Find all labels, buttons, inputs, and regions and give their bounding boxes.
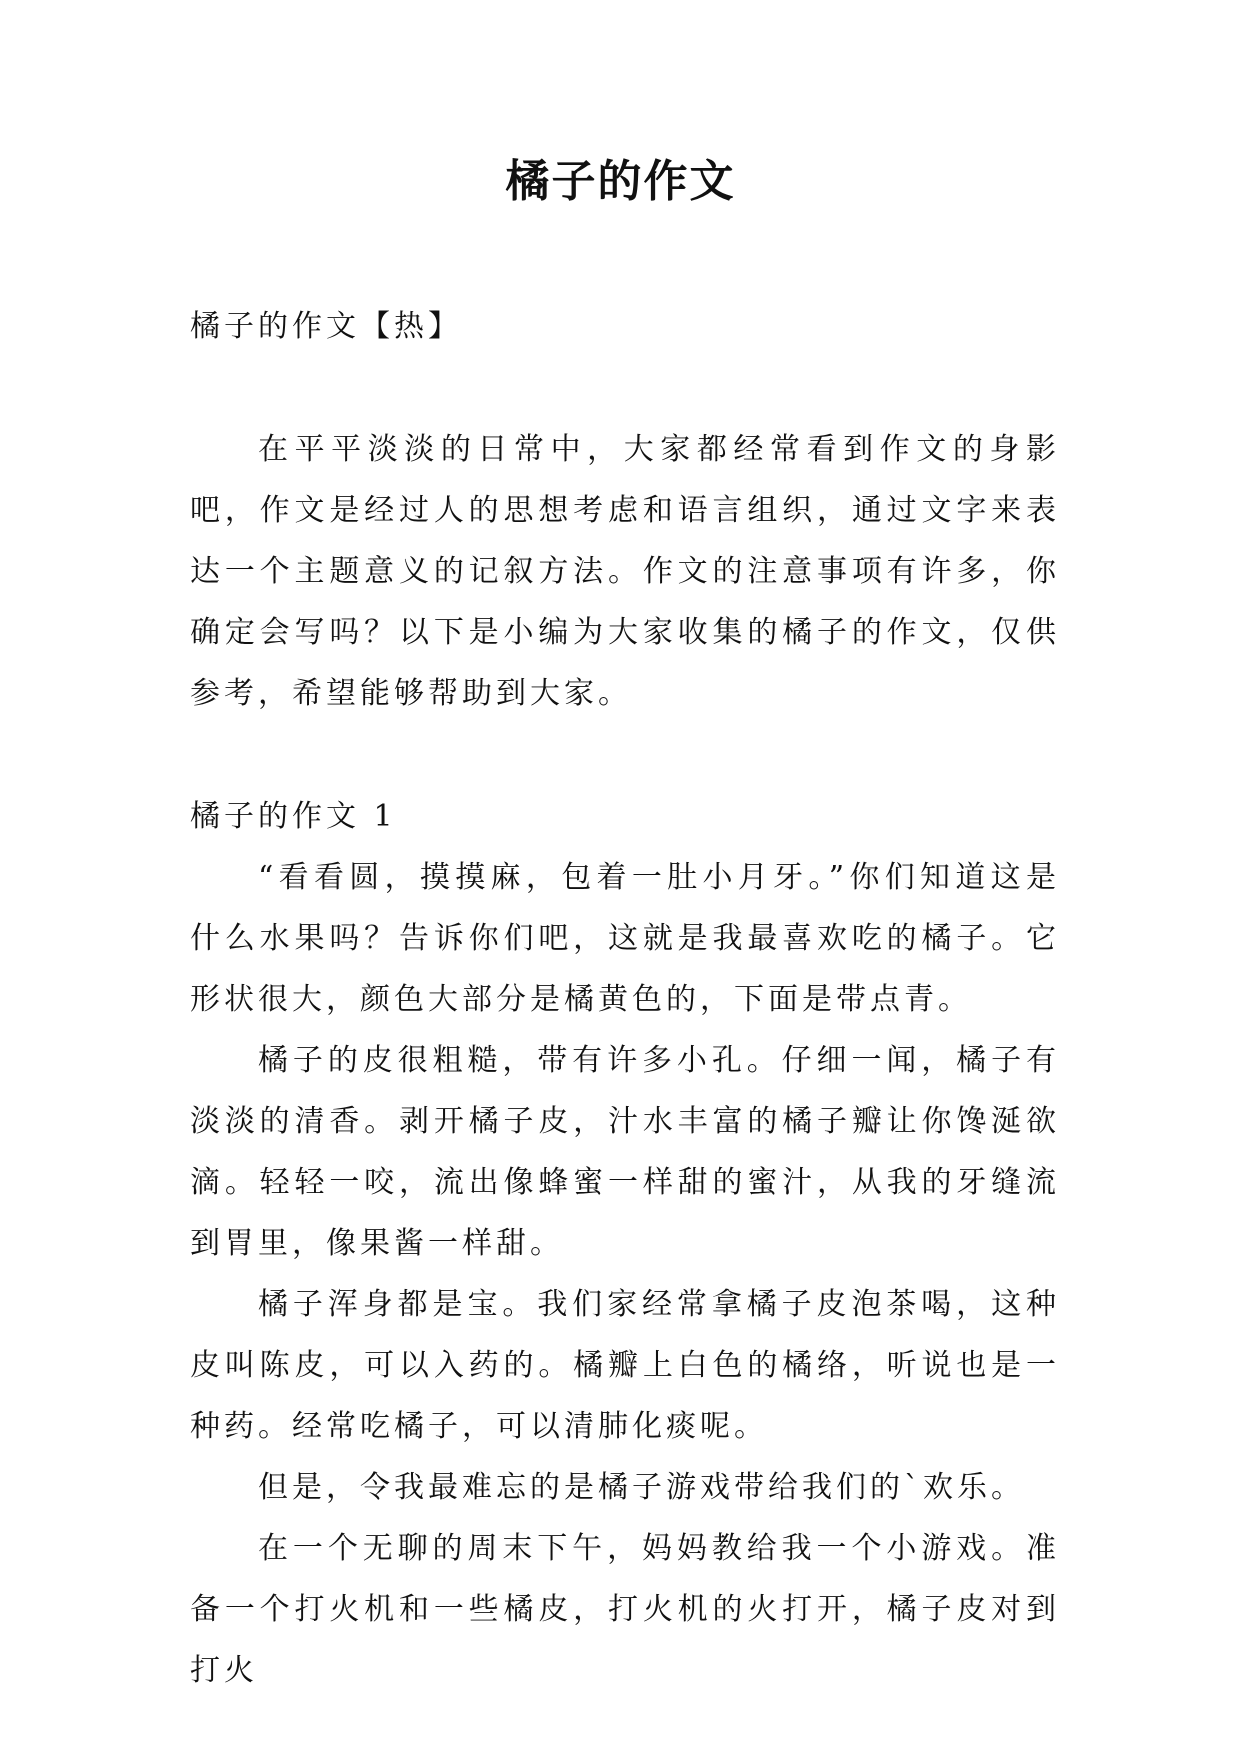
document-subtitle: 橘子的作文【热】 — [190, 309, 462, 344]
body-paragraph: 在一个无聊的周末下午，妈妈教给我一个小游戏。准备一个打火机和一些橘皮，打火机的火打开，橘子皮对到打火 — [190, 1531, 1060, 1688]
section-heading: 橘子的作文 1 — [190, 799, 397, 834]
intro-paragraph: 在平平淡淡的日常中，大家都经常看到作文的身影吧，作文是经过人的思想考虑和语言组织，通过文字来表达一个主题意义的记叙方法。作文的注意事项有许多，你确定会写吗？以下是小编为大家收集的橘子的作文，仅供参考，希望能够帮助到大家。 — [190, 432, 1060, 711]
body-paragraph: 橘子的皮很粗糙，带有许多小孔。仔细一闻，橘子有淡淡的清香。剥开橘子皮，汁水丰富的橘子瓣让你馋涎欲滴。轻轻一咬，流出像蜂蜜一样甜的蜜汁，从我的牙缝流到胃里，像果酱一样甜。 — [190, 1043, 1060, 1261]
document-body — [190, 296, 1060, 1701]
document-title: 橘子的作文 — [505, 156, 736, 207]
body-paragraph: 但是，令我最难忘的是橘子游戏带给我们的`欢乐。 — [258, 1470, 1025, 1505]
body-paragraph: “看看圆，摸摸麻，包着一肚小月牙。”你们知道这是什么水果吗？告诉你们吧，这就是我最喜欢吃的橘子。它形状很大，颜色大部分是橘黄色的，下面是带点青。 — [190, 860, 1060, 1017]
body-paragraph: 橘子浑身都是宝。我们家经常拿橘子皮泡茶喝，这种皮叫陈皮，可以入药的。橘瓣上白色的橘络，听说也是一种药。经常吃橘子，可以清肺化痰呢。 — [190, 1287, 1060, 1444]
